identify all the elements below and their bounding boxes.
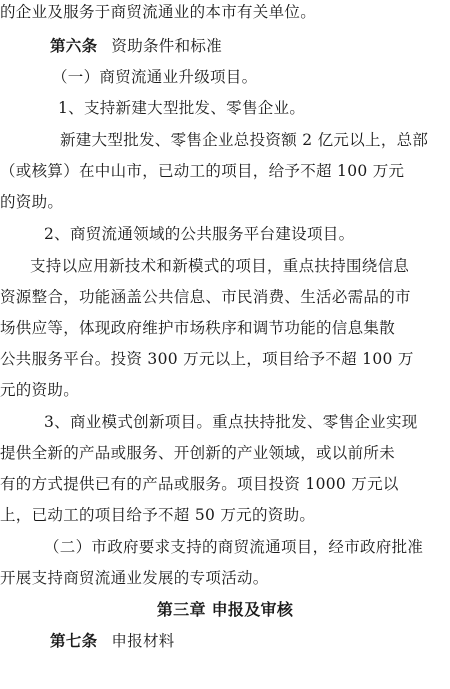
text-line: （或核算）在中山市，已动工的项目，给予不超 100 万元 bbox=[0, 162, 405, 180]
text-line: 资源整合，功能涵盖公共信息、市民消费、生活必需品的市 bbox=[0, 288, 411, 306]
text-line: 开展支持商贸流通业发展的专项活动。 bbox=[0, 569, 269, 587]
text-line: （二）市政府要求支持的商贸流通项目，经市政府批准 bbox=[44, 538, 424, 556]
article-six-line bbox=[50, 36, 450, 56]
text-line: 元的资助。 bbox=[0, 381, 80, 399]
text-line: 提供全新的产品或服务、开创新的产业领域，或以前所未 bbox=[0, 444, 396, 462]
text-line: 上，已动工的项目给予不超 50 万元的资助。 bbox=[0, 506, 316, 524]
article-six-title: 资助条件和标准 bbox=[111, 37, 223, 55]
text-line: 有的方式提供已有的产品或服务。项目投资 1000 万元以 bbox=[0, 475, 399, 493]
text-line: 的资助。 bbox=[0, 193, 64, 211]
text-line: 2、商贸流通领域的公共服务平台建设项目。 bbox=[44, 225, 355, 243]
text-line: 3、商业模式创新项目。重点扶持批发、零售企业实现 bbox=[44, 413, 418, 431]
article-seven-title: 申报材料 bbox=[111, 632, 175, 650]
text-line: 新建大型批发、零售企业总投资额 2 亿元以上，总部 bbox=[60, 131, 429, 149]
article-seven-line bbox=[50, 631, 450, 651]
text-line: （一）商贸流通业升级项目。 bbox=[52, 68, 258, 86]
article-seven-label: 第七条 bbox=[50, 632, 98, 650]
text-line: 的企业及服务于商贸流通业的本市有关单位。 bbox=[0, 3, 317, 21]
text-line: 1、支持新建大型批发、零售企业。 bbox=[58, 99, 306, 117]
chapter-three-heading: 第三章 申报及审核 bbox=[156, 600, 294, 619]
text-line: 支持以应用新技术和新模式的项目，重点扶持围绕信息 bbox=[30, 257, 410, 275]
article-six-label: 第六条 bbox=[50, 37, 98, 55]
text-line: 公共服务平台。投资 300 万元以上，项目给予不超 100 万 bbox=[0, 350, 414, 368]
text-line: 场供应等，体现政府维护市场秩序和调节功能的信息集散 bbox=[0, 319, 396, 337]
